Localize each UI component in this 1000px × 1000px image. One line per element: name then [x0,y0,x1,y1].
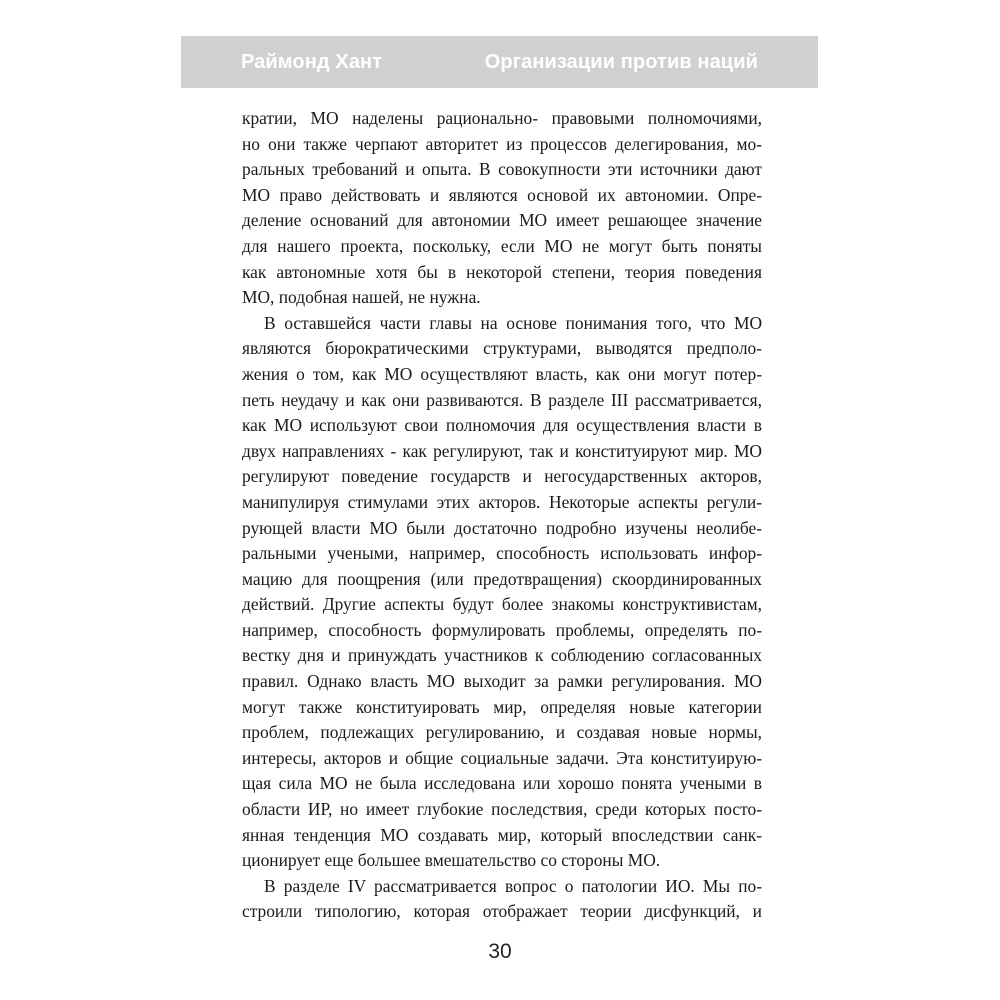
text-line: МО право действовать и являются основой их автономии. Опре- [242,184,762,205]
text-line: проблем, подлежащих регулированию, и создавая новые нормы, [242,722,762,743]
text-line: как МО используют свои полномочия для осуществления власти в [242,415,762,436]
text-line: рующей власти МО были достаточно подробно изучены неолибе- [242,517,762,538]
text-line: регулируют поведение государств и негосударственных акторов, [242,466,762,487]
body-text [242,106,762,925]
text-line: правил. Однако власть МО выходит за рамки регулирования. МО [242,671,762,692]
text-line: ральными учеными, например, способность использовать инфор- [242,543,762,564]
text-line: В оставшейся части главы на основе понимания того, что МО [264,312,762,333]
header-author: Раймонд Хант [241,50,383,73]
text-line: мацию для поощрения (или предотвращения) скоординированных [242,568,762,589]
paragraph [242,311,762,874]
text-line: являются бюрократическими структурами, выводятся предполо- [242,338,762,359]
text-line: кратии, МО наделены рационально- правовыми полномочиями, [242,108,762,128]
text-line: например, способность формулировать проблемы, определять по- [242,619,762,640]
text-line: петь неудачу и как они развиваются. В разделе III рассматривается, [242,389,762,410]
text-line: вестку дня и принуждать участников к соблюдению согласованных [242,645,762,666]
text-line: действий. Другие аспекты будут более знакомы конструктивистам, [242,594,762,615]
text-line: двух направлениях - как регулируют, так и конституируют мир. МО [242,440,762,461]
text-line: могут также конституировать мир, определяя новые категории [242,696,762,717]
text-line: области ИР, но имеет глубокие последствия, среди которых посто- [242,799,762,820]
page-number: 30 [488,940,512,963]
running-header [181,36,818,88]
text-line: манипулируя стимулами этих акторов. Некоторые аспекты регули- [242,491,762,512]
paragraph [242,874,762,925]
text-line: жения о том, как МО осуществляют власть, как они могут потер- [242,363,762,384]
text-line: деление оснований для автономии МО имеет решающее значение [242,210,762,231]
text-line: как автономные хотя бы в некоторой степени, теория поведения [242,261,762,282]
text-line: МО, подобная нашей, не нужна. [242,287,481,308]
text-line: строили типологию, которая отображает теории дисфункций, и [242,901,762,922]
text-line: интересы, акторов и общие социальные задачи. Эта конституирую- [242,747,762,768]
text-line: ционирует еще большее вмешательство со стороны МО. [242,850,661,871]
text-line: для нашего проекта, поскольку, если МО не могут быть поняты [242,235,762,256]
text-line: но они также черпают авторитет из процессов делегирования, мо- [242,133,762,154]
text-line: щая сила МО не была исследована или хорошо понята учеными в [242,773,762,794]
text-line: янная тенденция МО создавать мир, который впоследствии санк- [242,824,762,845]
text-line: В разделе IV рассматривается вопрос о патологии ИО. Мы по- [264,875,762,896]
header-title: Организации против наций [484,50,758,73]
paragraph [242,106,762,311]
text-line: ральных требований и опыта. В совокупности эти источники дают [242,159,762,180]
